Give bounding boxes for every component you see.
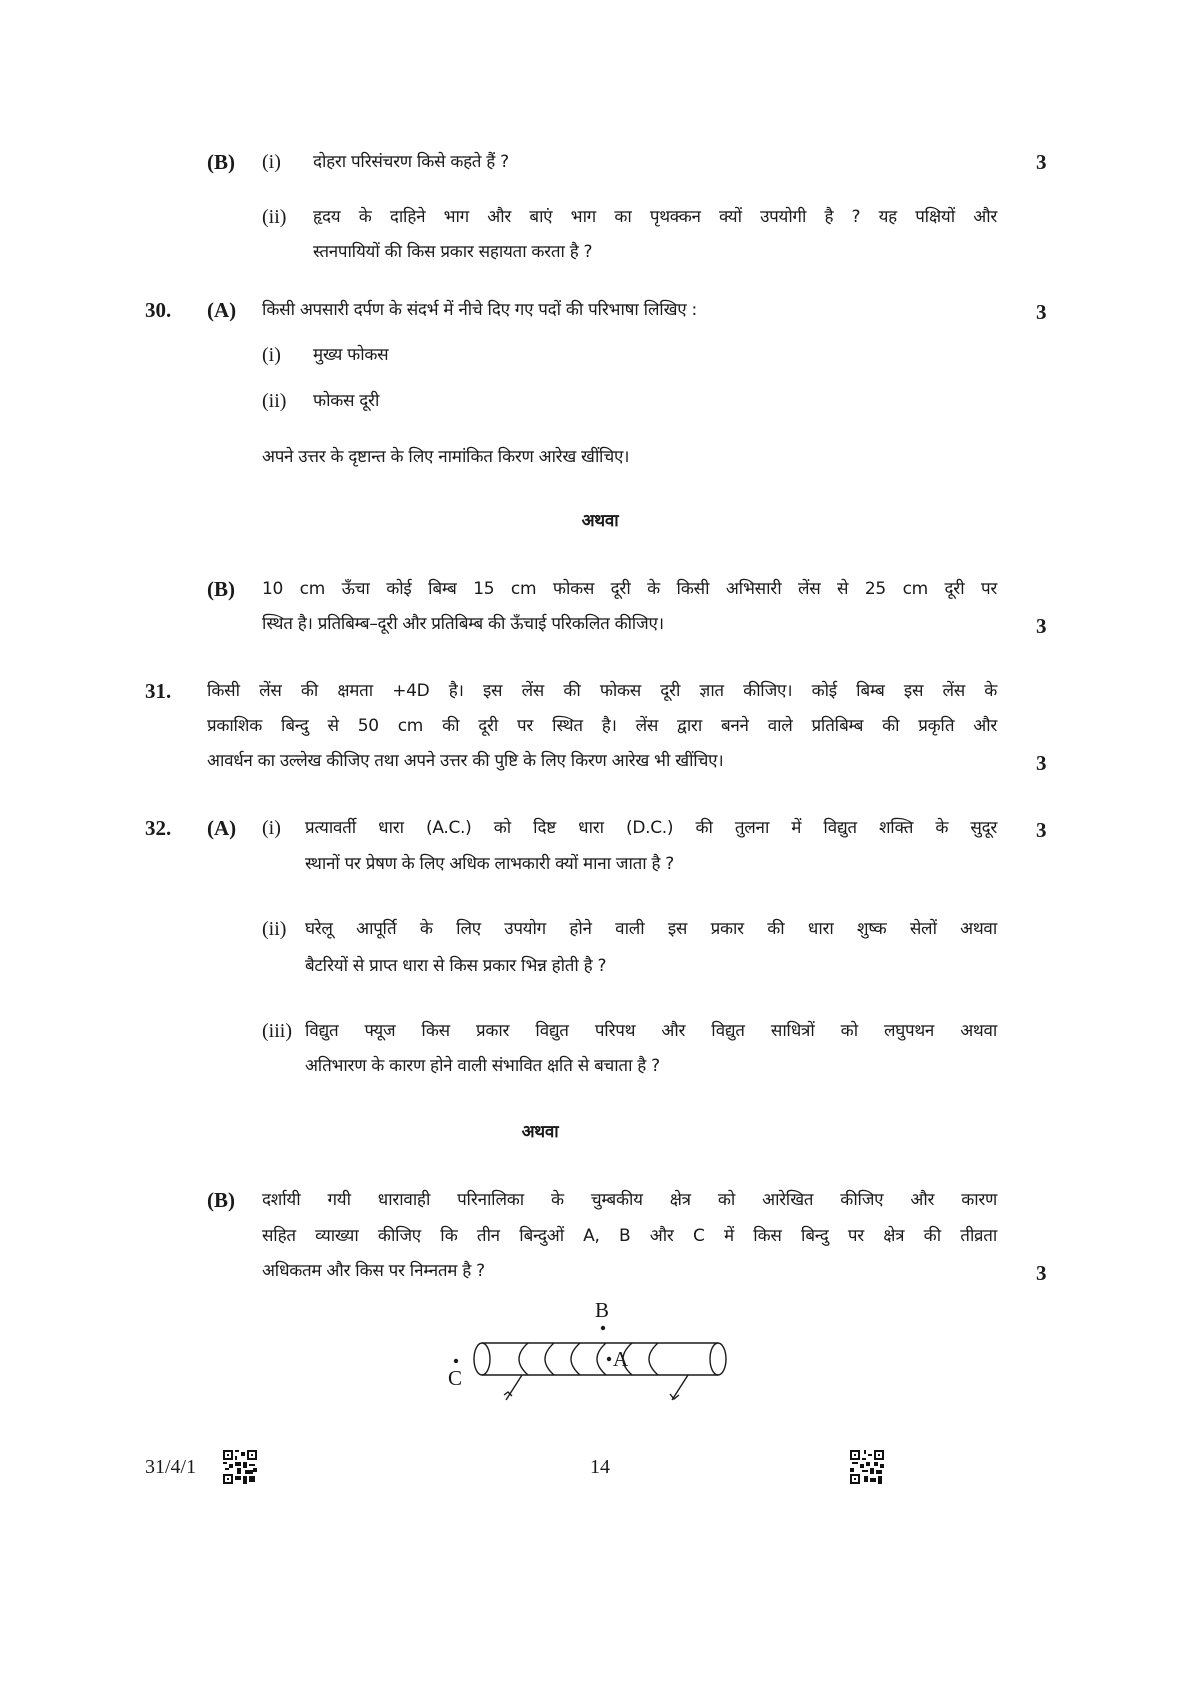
- question-text: प्रकाशिक बिन्दु से 50 cm की दूरी पर स्थित है। लेंस द्वारा बनने वाले प्रतिबिम्ब की प्रकृति और: [207, 716, 997, 736]
- question-text: घरेलू आपूर्ति के लिए उपयोग होने वाली इस प्रकार की धारा शुष्क सेलों अथवा: [305, 919, 997, 939]
- marks: 3: [1036, 818, 1047, 842]
- question-text: सहित व्याख्या कीजिए कि तीन बिन्दुओं A, B और C में किस बिन्दु पर क्षेत्र की तीव्रता: [262, 1226, 997, 1246]
- qr-code-icon: [223, 1450, 257, 1484]
- subpart-number: (i): [262, 151, 281, 173]
- marks: 3: [1036, 150, 1047, 174]
- or-divider: अथवा: [521, 1122, 559, 1142]
- solenoid-diagram: [440, 1300, 750, 1410]
- subpart-number: (iii): [262, 1020, 292, 1042]
- option-label: (B): [207, 577, 235, 601]
- subpart-number: (ii): [262, 206, 287, 228]
- subpart-number: (ii): [262, 390, 287, 412]
- list-item: मुख्य फोकस: [313, 345, 389, 365]
- marks: 3: [1036, 1261, 1047, 1285]
- question-text: अपने उत्तर के दृष्टान्त के लिए नामांकित किरण आरेख खींचिए।: [262, 447, 630, 467]
- question-text: दोहरा परिसंचरण किसे कहते हैं ?: [313, 152, 509, 172]
- question-text: स्तनपायियों की किस प्रकार सहायता करता है ?: [313, 242, 593, 262]
- marks: 3: [1036, 300, 1047, 324]
- question-number: 30.: [145, 298, 172, 322]
- or-divider: अथवा: [581, 511, 619, 531]
- marks: 3: [1036, 614, 1047, 638]
- subpart-number: (i): [262, 344, 281, 366]
- marks: 3: [1036, 751, 1047, 775]
- question-text: बैटरियों से प्राप्त धारा से किस प्रकार भिन्न होती है ?: [305, 956, 607, 976]
- point-a-label: A: [613, 1347, 629, 1371]
- question-text: स्थित है। प्रतिबिम्ब–दूरी और प्रतिबिम्ब की ऊँचाई परिकलित कीजिए।: [262, 614, 664, 634]
- question-text: आवर्धन का उल्लेख कीजिए तथा अपने उत्तर की पुष्टि के लिए किरण आरेख भी खींचिए।: [207, 751, 724, 771]
- qr-code-icon: [850, 1450, 884, 1484]
- subpart-number: (ii): [262, 918, 287, 940]
- subpart-number: (i): [262, 817, 281, 839]
- question-text: किसी अपसारी दर्पण के संदर्भ में नीचे दिए गए पदों की परिभाषा लिखिए :: [262, 300, 697, 320]
- point-b-label: B: [595, 1298, 610, 1322]
- question-text: अतिभारण के कारण होने वाली संभावित क्षति से बचाता है ?: [305, 1056, 660, 1076]
- question-text: किसी लेंस की क्षमता +4D है। इस लेंस की फोकस दूरी ज्ञात कीजिए। कोई बिम्ब इस लेंस के: [207, 681, 997, 701]
- question-text: हृदय के दाहिने भाग और बाएं भाग का पृथक्कन क्यों उपयोगी है ? यह पक्षियों और: [313, 207, 997, 227]
- question-text: स्थानों पर प्रेषण के लिए अधिक लाभकारी क्यों माना जाता है ?: [305, 854, 675, 874]
- question-number: 32.: [145, 816, 172, 840]
- question-text: दर्शायी गयी धारावाही परिनालिका के चुम्बकीय क्षेत्र को आरेखित कीजिए और कारण: [262, 1190, 997, 1210]
- question-text: अधिकतम और किस पर निम्नतम है ?: [262, 1261, 485, 1281]
- question-text: 10 cm ऊँचा कोई बिम्ब 15 cm फोकस दूरी के किसी अभिसारी लेंस से 25 cm दूरी पर: [262, 579, 997, 599]
- option-label: (A): [207, 298, 237, 322]
- point-c-label: C: [448, 1366, 463, 1390]
- question-text: विद्युत फ्यूज किस प्रकार विद्युत परिपथ और विद्युत साधित्रों को लघुपथन अथवा: [305, 1021, 997, 1041]
- option-label: (A): [207, 816, 237, 840]
- page-number: 14: [590, 1456, 610, 1478]
- option-label: (B): [207, 150, 235, 174]
- question-text: प्रत्यावर्ती धारा (A.C.) को दिष्ट धारा (D.C.) की तुलना में विद्युत शक्ति के सुदूर: [305, 818, 997, 838]
- option-label: (B): [207, 1188, 235, 1212]
- paper-code: 31/4/1: [145, 1456, 197, 1478]
- list-item: फोकस दूरी: [313, 391, 380, 411]
- question-number: 31.: [145, 679, 172, 703]
